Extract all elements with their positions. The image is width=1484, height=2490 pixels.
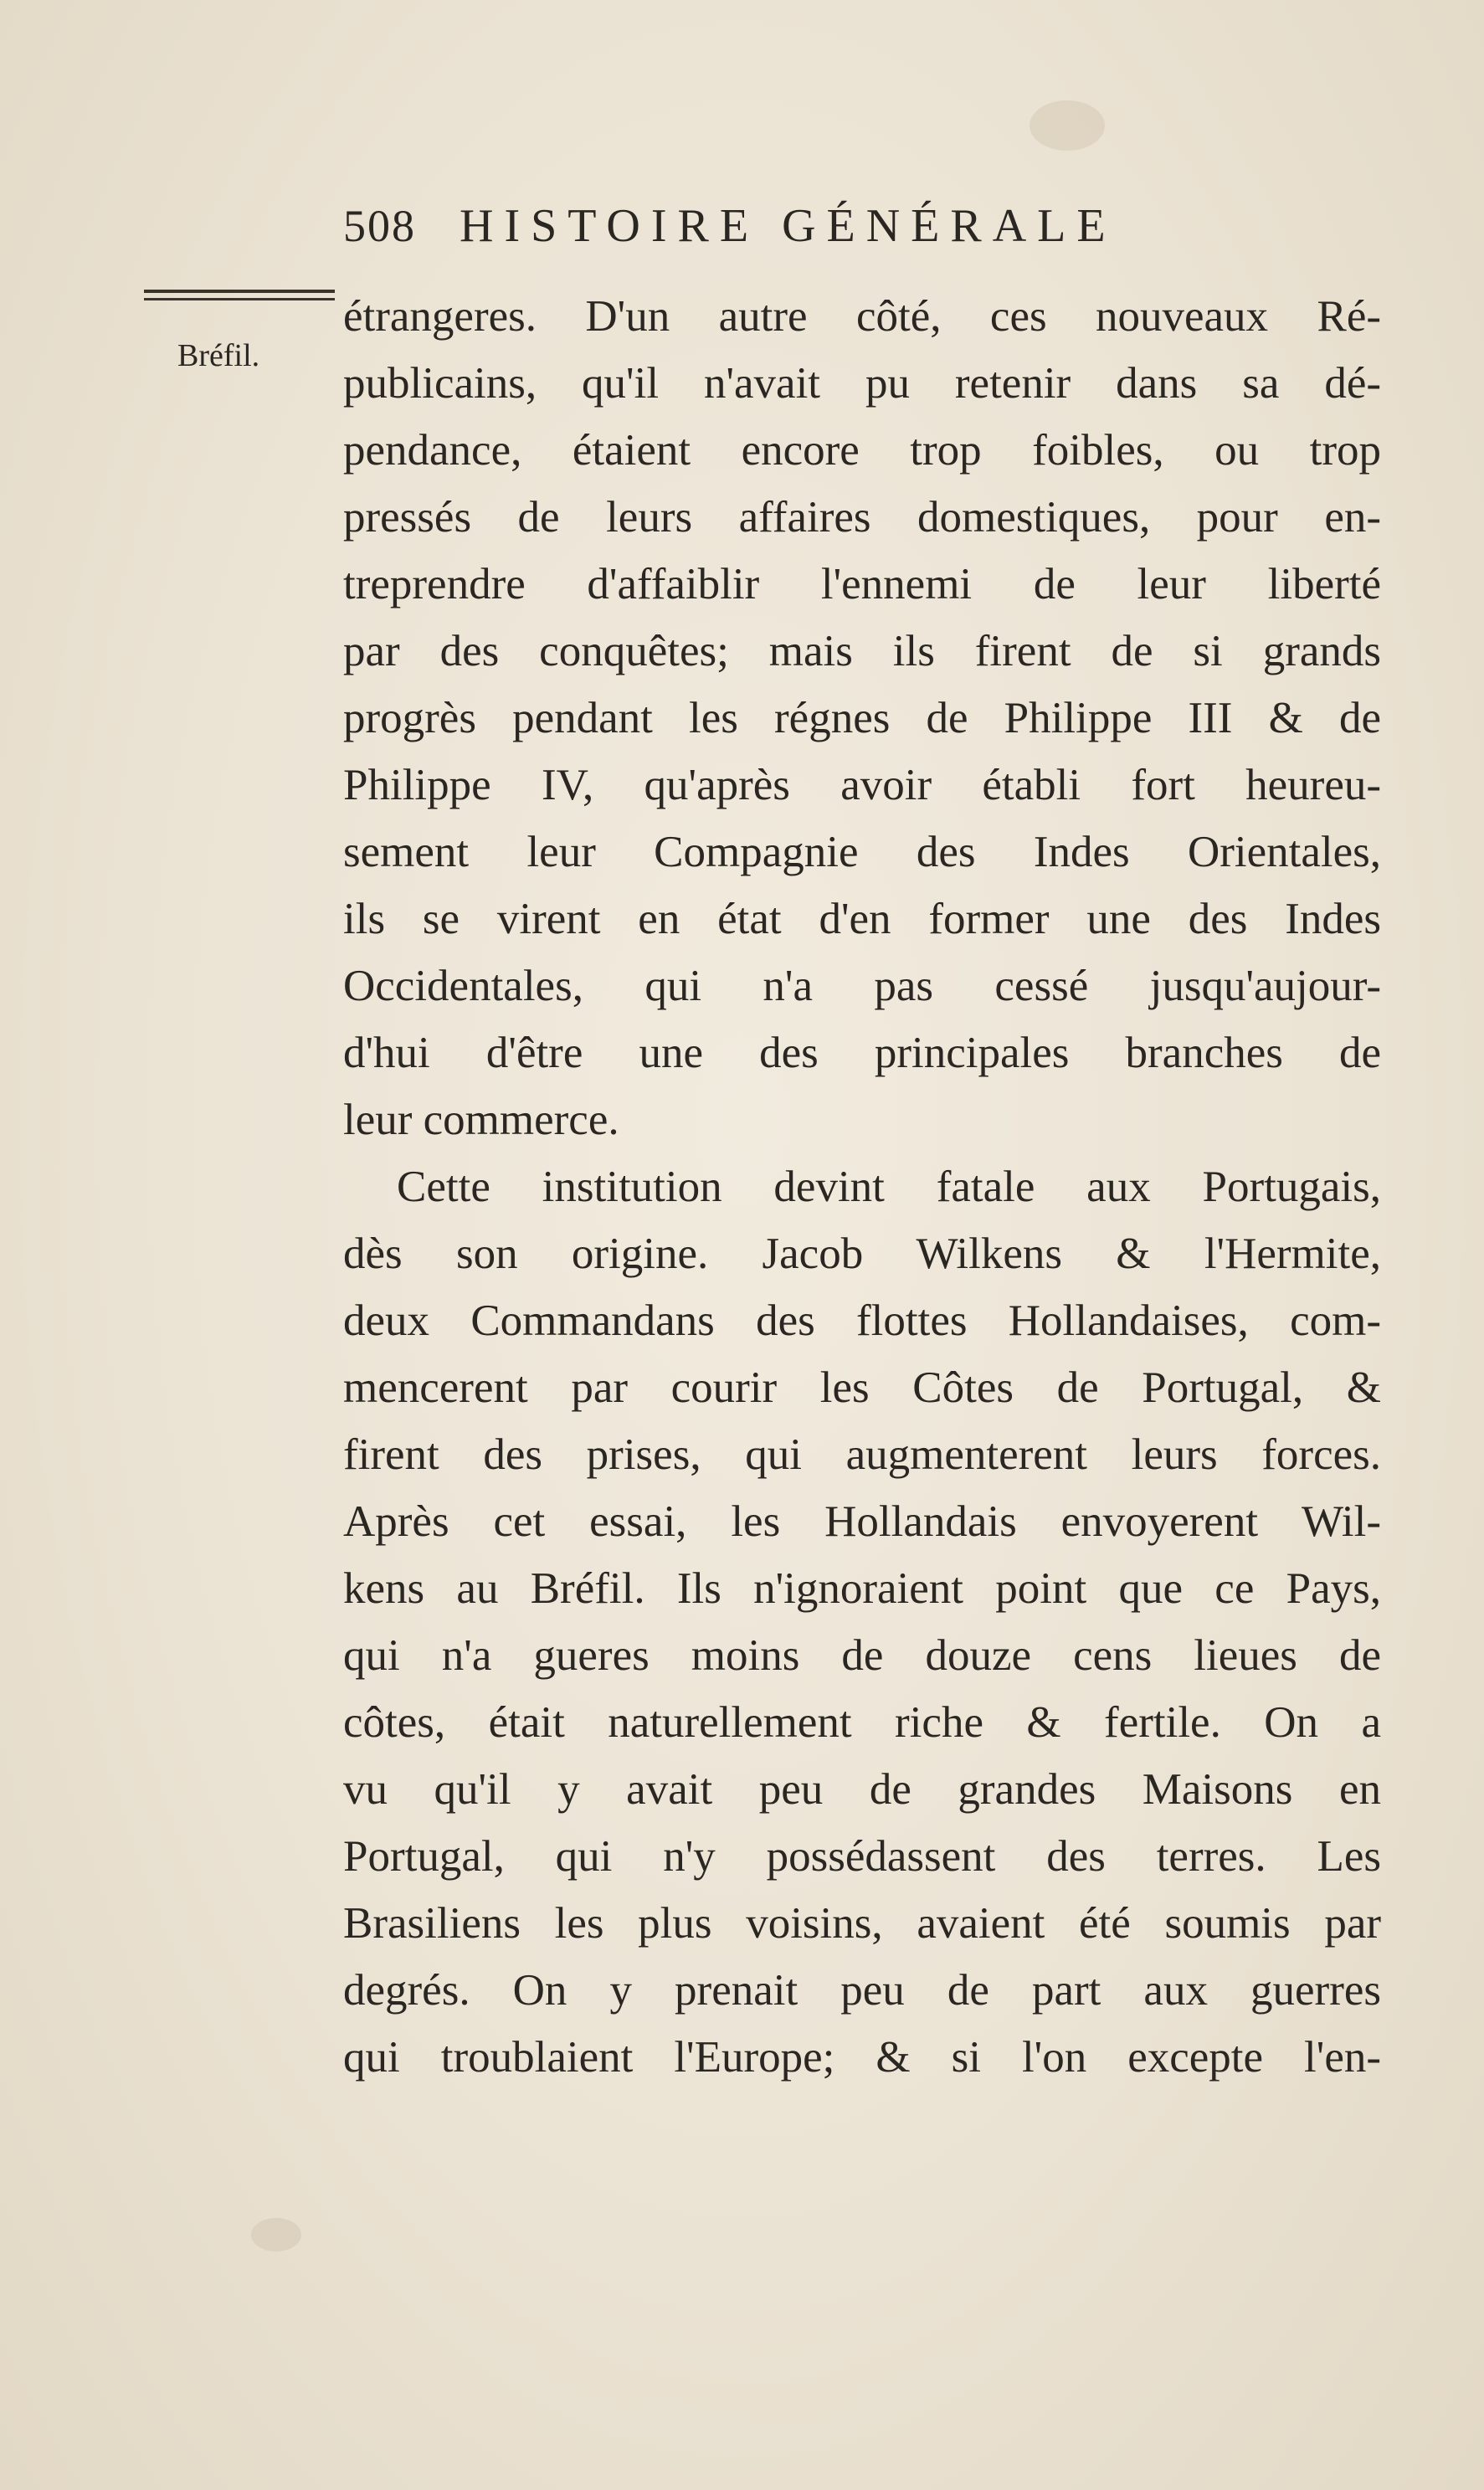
text-line: kens au Bréfil. Ils n'ignoraient point que ce Pays, — [343, 1564, 1381, 1613]
text-line: treprendre d'affaiblir l'ennemi de leur liberté — [343, 560, 1381, 608]
text-line: par des conquêtes; mais ils firent de si grands — [343, 627, 1381, 675]
page-number: 508 — [343, 201, 416, 251]
text-line: deux Commandans des flottes Hollandaises, com- — [343, 1296, 1381, 1345]
text-line: sement leur Compagnie des Indes Orientales, — [343, 828, 1381, 876]
text-line: publicains, qu'il n'avait pu retenir dans sa dé- — [343, 359, 1381, 408]
margin-rule — [144, 290, 335, 293]
text-line: Portugal, qui n'y possédassent des terres. Les — [343, 1832, 1381, 1881]
running-title: HISTOIRE GÉNÉRALE — [460, 200, 1117, 252]
text-line: qui n'a gueres moins de douze cens lieues de — [343, 1631, 1381, 1680]
text-line: degrés. On y prenait peu de part aux guerres — [343, 1966, 1381, 2015]
text-line: Occidentales, qui n'a pas cessé jusqu'aujour- — [343, 962, 1381, 1010]
text-line: vu qu'il y avait peu de grandes Maisons en — [343, 1765, 1381, 1814]
text-line: pressés de leurs affaires domestiques, pour en- — [343, 493, 1381, 542]
text-line: Après cet essai, les Hollandais envoyerent Wil- — [343, 1497, 1381, 1546]
paper-stain — [251, 2218, 301, 2251]
text-line: côtes, était naturellement riche & fertile. On a — [343, 1698, 1381, 1747]
text-line: Philippe IV, qu'après avoir établi fort heureu- — [343, 761, 1381, 809]
text-line: mencerent par courir les Côtes de Portugal, & — [343, 1363, 1381, 1412]
text-line: ils se virent en état d'en former une des Indes — [343, 895, 1381, 943]
text-line: Cette institution devint fatale aux Portugais, — [397, 1163, 1381, 1211]
text-line: leur commerce. — [343, 1096, 619, 1144]
text-line: d'hui d'être une des principales branches de — [343, 1029, 1381, 1077]
margin-rule — [144, 298, 335, 300]
margin-note: Bréfil. — [177, 338, 260, 373]
text-line: dès son origine. Jacob Wilkens & l'Hermite, — [343, 1230, 1381, 1278]
text-line: qui troublaient l'Europe; & si l'on excepte l'en- — [343, 2033, 1381, 2082]
text-line: progrès pendant les régnes de Philippe III & de — [343, 694, 1381, 742]
text-line: étrangeres. D'un autre côté, ces nouveaux Ré- — [343, 292, 1381, 341]
paper-stain — [1030, 100, 1105, 151]
body-text — [343, 283, 1381, 2091]
text-line: pendance, étaient encore trop foibles, ou trop — [343, 426, 1381, 475]
text-line: firent des prises, qui augmenterent leurs forces. — [343, 1430, 1381, 1479]
running-header — [343, 199, 1389, 266]
text-line: Brasiliens les plus voisins, avaient été soumis par — [343, 1899, 1381, 1948]
